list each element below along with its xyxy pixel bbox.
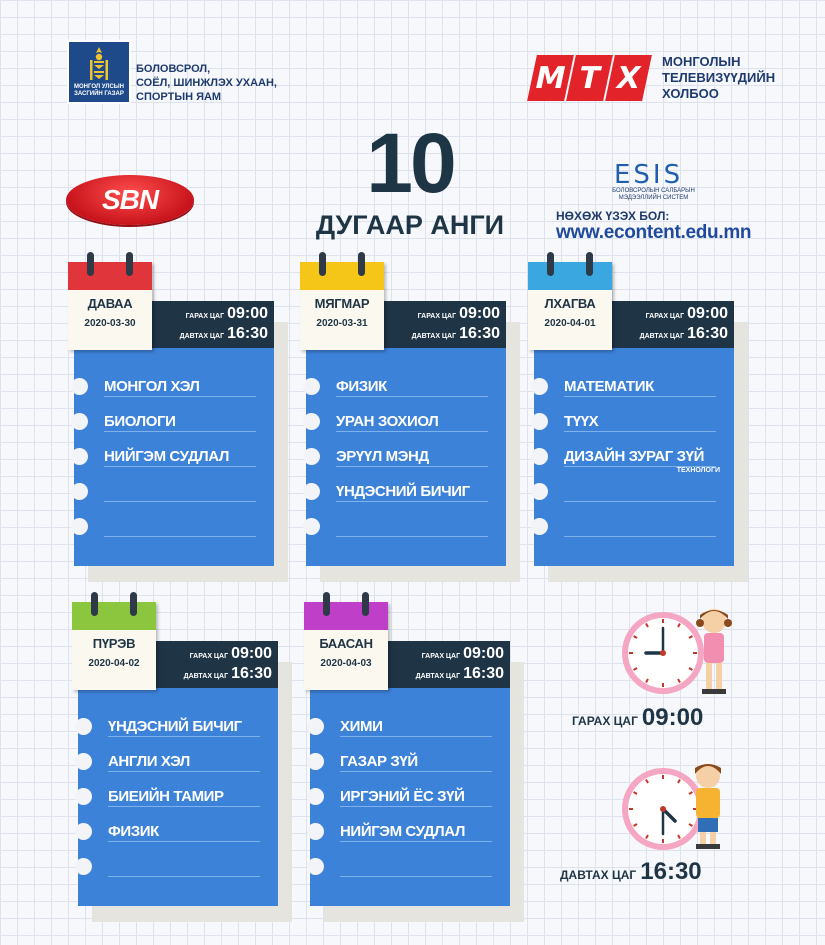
subject-row [74,407,274,442]
broadcaster-line: ТЕЛЕВИЗҮҮДИЙН [662,70,776,85]
punch-hole [303,448,320,465]
punch-hole [71,483,88,500]
air-time-row [646,305,728,323]
ruled-line [336,431,488,432]
subject-name: ҮНДЭСНИЙ БИЧИГ [108,718,242,735]
punch-hole [307,718,324,735]
repeat-time-legend [560,858,702,886]
punch-hole [531,483,548,500]
ministry-line: СПОРТЫН ЯАМ [136,91,222,103]
air-time-value: 09:00 [687,305,728,322]
ruled-line [336,396,488,397]
subject-row [78,782,278,817]
ruled-line [336,466,488,467]
day-schedule-card [304,602,504,912]
subject-row [306,477,506,512]
ruled-line [108,841,260,842]
clock-tick [646,780,648,783]
subject-name: АНГЛИ ХЭЛ [108,753,190,770]
repeat-time-label: ДАВТАХ ЦАГ [411,333,457,340]
ruled-line [104,501,256,502]
sbn-logo-text: SBN [101,184,159,215]
time-bar [152,641,278,688]
repeat-time-value: 16:30 [463,665,504,682]
punch-hole [531,378,548,395]
subject-list [78,712,278,887]
subject-row [534,442,734,477]
ruled-line [104,396,256,397]
punch-hole [75,823,92,840]
ruled-line [336,501,488,502]
broadcaster-logo-letter: Т [566,55,613,101]
esis-subtitle: БОЛОВСРОЛЫН САЛБАРЫН МЭДЭЭЛЛИЙН СИСТЕМ [612,188,695,201]
clock-tick [678,679,680,682]
subject-name: МАТЕМАТИК [564,378,654,395]
subject-note: ТЕХНОЛОГИ [676,467,720,474]
air-time-row [186,305,268,323]
repeat-time-row [180,325,268,343]
clock-tick [646,624,648,627]
ruled-line [564,536,716,537]
repeat-time-value: 16:30 [459,325,500,342]
subject-name: ЭРҮҮЛ МЭНД [336,448,429,465]
ruled-line [340,876,492,877]
binder-ring-icon [126,252,133,276]
ruled-line [340,736,492,737]
ministry-line: БОЛОВСРОЛ, [136,63,211,75]
subject-row [310,747,510,782]
calendar-tag [304,602,388,690]
binder-ring-icon [547,252,554,276]
ruled-line [340,771,492,772]
calendar-tag [68,262,152,350]
sbn-channel-logo [66,175,194,225]
punch-hole [307,858,324,875]
subject-row [78,817,278,852]
binder-ring-icon [362,592,369,616]
subject-name: НИЙГЭМ СУДЛАЛ [340,823,465,840]
grade-label: ДУГААР АНГИ [315,210,505,240]
ruled-line [340,806,492,807]
girl-illustration-icon [688,605,736,697]
subject-row [310,852,510,887]
subject-name: ТҮҮХ [564,413,599,430]
calendar-tag [300,262,384,350]
subject-row [534,407,734,442]
subject-name: ҮНДЭСНИЙ БИЧИГ [336,483,470,500]
clock-tick [634,636,637,638]
air-time-legend [572,704,703,732]
subject-name: ФИЗИК [336,378,387,395]
binder-ring-icon [87,252,94,276]
air-time-value: 09:00 [463,645,504,662]
subject-name: ИРГЭНИЙ ЁС ЗҮЙ [340,788,465,805]
day-schedule-card [68,262,268,572]
broadcaster-logo-letter: М [527,55,574,101]
day-name: ДАВАА [87,296,133,311]
subject-name: ГАЗАР ЗҮЙ [340,753,418,770]
subject-row [74,512,274,547]
time-bar [148,301,274,348]
government-emblem-text: МОНГОЛ УЛСЫН ЗАСГИЙН ГАЗАР [74,84,124,97]
ruled-line [564,431,716,432]
subject-row [306,372,506,407]
day-date: 2020-04-02 [88,658,140,669]
subject-row [306,512,506,547]
subject-row [306,442,506,477]
clock-tick [634,824,637,826]
ruled-line [340,841,492,842]
air-time-label: ГАРАХ ЦАГ [189,653,229,660]
punch-hole [307,788,324,805]
punch-hole [71,448,88,465]
punch-hole [307,823,324,840]
ruled-line [104,466,256,467]
broadcaster-line: ХОЛБОО [662,86,719,101]
repeat-time-label: ДАВТАХ ЦАГ [183,673,229,680]
binder-ring-icon [323,592,330,616]
subject-name: БИОЛОГИ [104,413,176,430]
repeat-time-label: ДАВТАХ ЦАГ [639,333,685,340]
punch-hole [303,378,320,395]
day-name: ПҮРЭВ [92,636,136,651]
binder-ring-icon [358,252,365,276]
air-time-row [418,305,500,323]
subject-list [310,712,510,887]
ruled-line [108,736,260,737]
day-date: 2020-03-30 [84,318,136,329]
ruled-line [564,501,716,502]
calendar-cap [300,262,384,290]
subject-row [310,817,510,852]
binder-ring-icon [130,592,137,616]
repeat-time-row [640,325,728,343]
clock-tick [646,679,648,682]
punch-hole [75,718,92,735]
subject-name: БИЕИЙН ТАМИР [108,788,224,805]
econtent-url-link[interactable]: www.econtent.edu.mn [556,222,752,243]
calendar-cap [304,602,388,630]
subject-name: ФИЗИК [108,823,159,840]
day-date: 2020-03-31 [316,318,368,329]
repeat-time-label: ДАВТАХ ЦАГ [179,333,225,340]
punch-hole [303,413,320,430]
subject-row [74,372,274,407]
government-emblem-logo [67,40,131,104]
subject-row [78,712,278,747]
punch-hole [71,518,88,535]
subject-list [534,372,734,547]
soyombo-icon [86,46,112,84]
repeat-time-legend-value: 16:30 [640,858,702,885]
subject-row [74,477,274,512]
subject-row [534,372,734,407]
punch-hole [75,753,92,770]
repeat-time-row [412,325,500,343]
clock-tick [678,835,680,838]
punch-hole [531,448,548,465]
calendar-tag [528,262,612,350]
repeat-time-value: 16:30 [687,325,728,342]
day-date: 2020-04-03 [320,658,372,669]
ministry-line: СОЁЛ, ШИНЖЛЭХ УХААН, [136,77,277,89]
clock-center [660,806,666,812]
subject-row [310,782,510,817]
calendar-cap [528,262,612,290]
subject-list [306,372,506,547]
air-time-legend-value: 09:00 [641,704,704,731]
day-date: 2020-04-01 [544,318,596,329]
ruled-line [108,771,260,772]
calendar-cap [72,602,156,630]
day-schedule-card [300,262,500,572]
binder-ring-icon [586,252,593,276]
subject-row [534,512,734,547]
subject-row [306,407,506,442]
clock-tick [678,624,680,627]
punch-hole [307,753,324,770]
grade-number: 10 [366,116,454,210]
subject-row [310,712,510,747]
ruled-line [108,806,260,807]
subject-list [74,372,274,547]
air-time-label: ГАРАХ ЦАГ [417,313,457,320]
day-name: ЛХАГВА [544,296,596,311]
watch-again-label: НӨХӨЖ ҮЗЭХ БОЛ: [556,209,670,223]
air-time-legend-label: ГАРАХ ЦАГ [572,714,638,728]
day-name: БААСАН [319,636,373,651]
day-schedule-card [528,262,728,572]
air-time-value: 09:00 [227,305,268,322]
repeat-time-row [184,665,272,683]
clock-tick [634,668,637,670]
subject-name: НИЙГЭМ СУДЛАЛ [104,448,229,465]
broadcaster-name [662,54,775,102]
punch-hole [71,413,88,430]
broadcaster-logo [532,55,647,101]
clock-tick [634,792,637,794]
day-name: МЯГМАР [314,296,370,311]
calendar-tag [72,602,156,690]
broadcaster-line: МОНГОЛЫН [662,54,741,69]
air-time-label: ГАРАХ ЦАГ [645,313,685,320]
subject-name: МОНГОЛ ХЭЛ [104,378,200,395]
air-time-row [190,645,272,663]
boy-illustration-icon [684,760,732,852]
punch-hole [303,518,320,535]
punch-hole [71,378,88,395]
subject-name: ХИМИ [340,718,383,735]
subject-row [78,852,278,887]
punch-hole [75,858,92,875]
punch-hole [75,788,92,805]
binder-ring-icon [91,592,98,616]
time-bar [384,641,510,688]
ruled-line [108,876,260,877]
broadcaster-logo-letter: Х [605,55,652,101]
punch-hole [531,518,548,535]
time-bar [380,301,506,348]
air-time-value: 09:00 [459,305,500,322]
air-time-value: 09:00 [231,645,272,662]
subject-row [74,442,274,477]
air-time-label: ГАРАХ ЦАГ [185,313,225,320]
punch-hole [531,413,548,430]
air-time-row [422,645,504,663]
repeat-time-legend-label: ДАВТАХ ЦАГ [560,868,637,882]
subject-row [534,477,734,512]
time-bar [608,301,734,348]
air-time-label: ГАРАХ ЦАГ [421,653,461,660]
ruled-line [336,536,488,537]
subject-name: ДИЗАЙН ЗУРАГ ЗҮЙ [564,448,704,465]
ruled-line [104,431,256,432]
subject-row [78,747,278,782]
repeat-time-label: ДАВТАХ ЦАГ [415,673,461,680]
subject-name: УРАН ЗОХИОЛ [336,413,439,430]
ministry-name [136,62,296,104]
calendar-cap [68,262,152,290]
repeat-time-value: 16:30 [231,665,272,682]
esis-logo: ESIS [614,160,684,190]
clock-tick [646,835,648,838]
punch-hole [303,483,320,500]
binder-ring-icon [319,252,326,276]
day-schedule-card [72,602,272,912]
ruled-line [104,536,256,537]
clock-center [660,650,666,656]
ruled-line [564,396,716,397]
repeat-time-row [416,665,504,683]
repeat-time-value: 16:30 [227,325,268,342]
clock-tick [678,780,680,783]
